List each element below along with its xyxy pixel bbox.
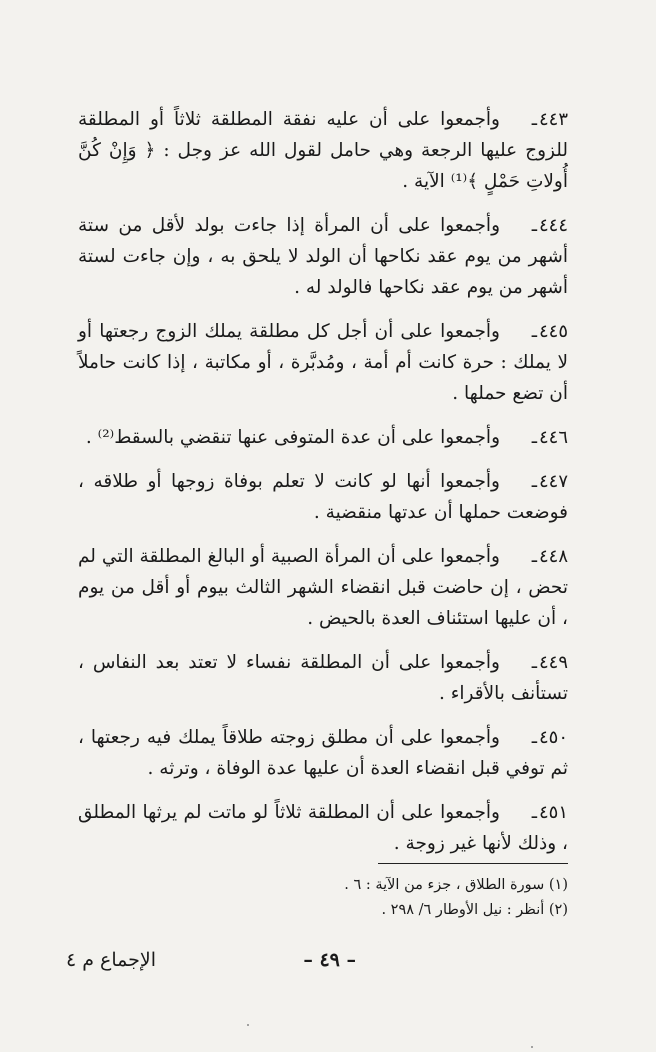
entry-text: وأجمعوا على أن المطلقة ثلاثاً لو ماتت لم يرثها المطلق ، وذلك لأنها غير زوجة . xyxy=(78,802,568,854)
paper-speck xyxy=(247,1024,249,1026)
entries-list xyxy=(78,104,568,872)
entry-number: ٤٤٩ـ xyxy=(531,652,568,673)
running-title: الإجماع م ٤ xyxy=(65,949,156,971)
entry-text: وأجمعوا على أن عدة المتوفى عنها تنقضي بالسقط⁽²⁾ . xyxy=(85,427,500,448)
entry-443 xyxy=(78,104,568,197)
entry-text: وأجمعوا أنها لو كانت لا تعلم بوفاة زوجها أو طلاقه ، فوضعت حملها أن عدتها منقضية . xyxy=(78,471,568,523)
entry-text: وأجمعوا على أن مطلق زوجته طلاقاً يملك فيه رجعتها ، ثم توفي قبل انقضاء العدة أن عليها عدة الوفاة ، وترثه . xyxy=(78,727,568,779)
entry-text: وأجمعوا على أن عليه نفقة المطلقة ثلاثاً أو المطلقة للزوج عليها الرجعة وهي حامل لقول الله عز وجل : ﴿ وَإِنْ كُنَّ أُولاتِ حَمْلٍ ﴾⁽¹⁾ الآية . xyxy=(78,109,568,192)
entry-445 xyxy=(78,316,568,409)
entry-number: ٤٥١ـ xyxy=(531,802,568,823)
page-number: – ٤٩ – xyxy=(303,949,356,971)
entry-449 xyxy=(78,647,568,709)
entry-446 xyxy=(78,422,568,453)
paper-speck xyxy=(531,1046,533,1048)
entry-number: ٤٥٠ـ xyxy=(531,727,568,748)
entry-number: ٤٤٧ـ xyxy=(531,471,568,492)
entry-number: ٤٤٦ـ xyxy=(531,427,568,448)
entry-text: وأجمعوا على أن أجل كل مطلقة يملك الزوج رجعتها أو لا يملك : حرة كانت أم أمة ، ومُدبَّرة ، أو مكاتبة ، إذا كانت حاملاً أن تضع حملها . xyxy=(78,321,568,404)
entry-450 xyxy=(78,722,568,784)
footnote-2: (٢) أنظر : نيل الأوطار ٦/ ٢٩٨ . xyxy=(381,902,568,918)
entry-text: وأجمعوا على أن المرأة الصبية أو البالغ المطلقة التي لم تحض ، إن حاضت قبل انقضاء الشهر الثالث بيوم أو أقل من يوم ، أن عليها استئناف العدة بالحيض . xyxy=(78,546,568,629)
entry-number: ٤٤٤ـ xyxy=(531,215,568,236)
entry-448 xyxy=(78,541,568,634)
footnotes xyxy=(88,873,568,923)
footnote-1: (١) سورة الطلاق ، جزء من الآية : ٦ . xyxy=(344,877,568,893)
entry-451 xyxy=(78,797,568,859)
page-footer xyxy=(0,949,656,979)
entry-number: ٤٤٣ـ xyxy=(531,109,568,130)
entry-number: ٤٤٨ـ xyxy=(531,546,568,567)
entry-number: ٤٤٥ـ xyxy=(531,321,568,342)
entry-447 xyxy=(78,466,568,528)
entry-text: وأجمعوا على أن المطلقة نفساء لا تعتد بعد النفاس ، تستأنف بالأقراء . xyxy=(78,652,568,704)
entry-text: وأجمعوا على أن المرأة إذا جاءت بولد لأقل من ستة أشهر من يوم عقد نكاحها أن الولد لا يلحق به ، وإن جاءت لستة أشهر من يوم عقد نكاحها فالولد له . xyxy=(78,215,568,298)
footnote-divider xyxy=(378,863,568,864)
entry-444 xyxy=(78,210,568,303)
